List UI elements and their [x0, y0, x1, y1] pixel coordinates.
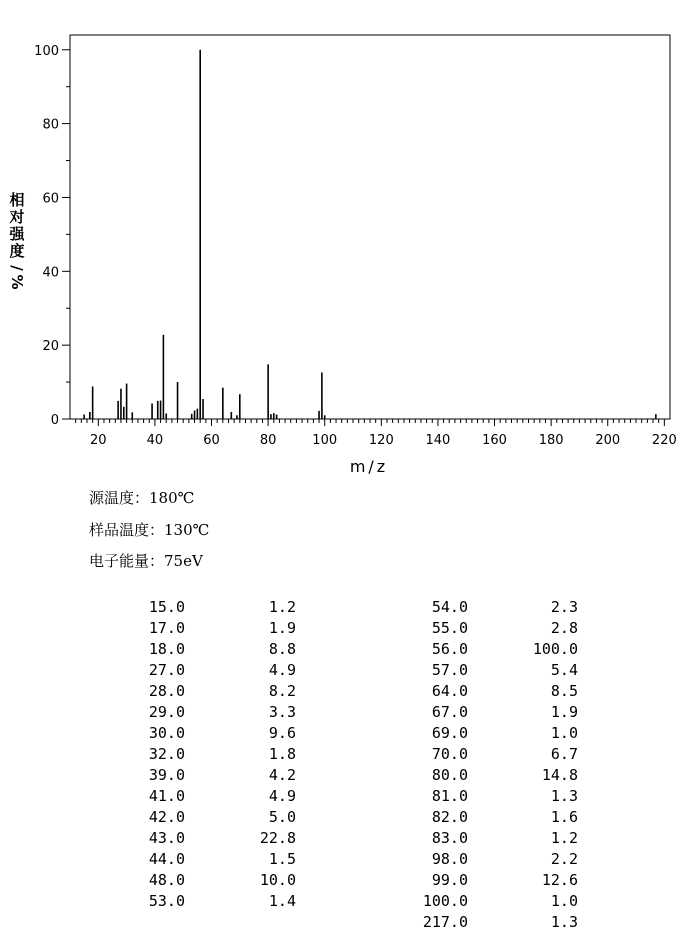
peak-intensity: 1.4 — [268, 892, 296, 910]
peak-row — [0, 870, 696, 891]
peak-intensity: 1.2 — [268, 598, 296, 616]
peak-intensity: 1.3 — [550, 787, 578, 805]
peak-mz: 27.0 — [148, 661, 185, 679]
y-axis-label-char: 相 — [9, 191, 25, 209]
peak-intensity: 1.3 — [550, 913, 578, 931]
peak-row — [0, 597, 696, 618]
peak-mz: 32.0 — [148, 745, 185, 763]
peak-intensity: 9.6 — [268, 724, 296, 742]
peak-mz: 17.0 — [148, 619, 185, 637]
peak-intensity: 2.3 — [550, 598, 578, 616]
peak-mz: 48.0 — [148, 871, 185, 889]
y-axis-label-char: 度 — [9, 242, 25, 260]
peak-mz: 69.0 — [431, 724, 468, 742]
peak-intensity: 1.6 — [550, 808, 578, 826]
y-axis-label-char: % — [8, 274, 26, 290]
peak-row — [0, 912, 696, 933]
y-tick-label: 80 — [42, 117, 59, 133]
peak-mz: 39.0 — [148, 766, 185, 784]
peak-intensity: 1.2 — [550, 829, 578, 847]
peak-mz: 83.0 — [431, 829, 468, 847]
peak-mz: 18.0 — [148, 640, 185, 658]
x-tick-label: 140 — [425, 433, 451, 448]
peak-mz: 30.0 — [148, 724, 185, 742]
x-tick-label: 200 — [595, 433, 621, 448]
y-axis-label-char: 对 — [9, 208, 25, 226]
y-tick-label: 60 — [42, 191, 59, 207]
peak-intensity: 8.5 — [550, 682, 578, 700]
peak-row — [0, 702, 696, 723]
y-tick-label: 20 — [42, 339, 59, 355]
x-tick-label: 80 — [259, 433, 277, 448]
source-temperature: 源温度：180℃ — [89, 489, 195, 507]
peak-mz: 53.0 — [148, 892, 185, 910]
peak-row — [0, 618, 696, 639]
sample-temperature: 样品温度：130℃ — [89, 521, 210, 539]
peak-row — [0, 660, 696, 681]
x-tick-label: 120 — [368, 433, 394, 448]
peak-row — [0, 828, 696, 849]
peak-mz: 42.0 — [148, 808, 185, 826]
peak-intensity: 8.2 — [268, 682, 296, 700]
peak-intensity: 1.9 — [268, 619, 296, 637]
peak-intensity: 8.8 — [268, 640, 296, 658]
peak-intensity: 1.0 — [550, 724, 578, 742]
peak-mz: 54.0 — [431, 598, 468, 616]
plot-frame — [70, 35, 670, 419]
peak-intensity: 5.0 — [268, 808, 296, 826]
x-tick-label: 20 — [90, 433, 107, 448]
peak-intensity: 100.0 — [532, 640, 578, 658]
peak-intensity: 1.9 — [550, 703, 578, 721]
peak-intensity: 6.7 — [550, 745, 578, 763]
y-axis-label-char: 强 — [9, 225, 25, 243]
y-axis-label-char: / — [8, 265, 26, 271]
peak-mz: 99.0 — [431, 871, 468, 889]
y-tick-label: 40 — [42, 265, 59, 281]
peak-intensity: 1.0 — [550, 892, 578, 910]
x-tick-label: 40 — [146, 433, 164, 448]
peak-mz: 81.0 — [431, 787, 468, 805]
x-tick-label: 60 — [203, 433, 220, 448]
peak-intensity: 12.6 — [541, 871, 578, 889]
peak-intensity: 4.2 — [268, 766, 296, 784]
peak-intensity: 1.5 — [268, 850, 296, 868]
peak-mz: 55.0 — [431, 619, 468, 637]
electron-energy: 电子能量：75eV — [89, 552, 203, 570]
peak-row — [0, 744, 696, 765]
peak-mz: 28.0 — [148, 682, 185, 700]
x-tick-label: 220 — [651, 433, 677, 448]
peak-mz: 98.0 — [431, 850, 468, 868]
peak-mz: 80.0 — [431, 766, 468, 784]
peak-mz: 41.0 — [148, 787, 185, 805]
x-tick-label: 100 — [312, 433, 338, 448]
peak-row — [0, 807, 696, 828]
peak-intensity: 22.8 — [259, 829, 296, 847]
x-tick-label: 160 — [482, 433, 507, 448]
peak-intensity: 2.8 — [550, 619, 578, 637]
peak-mz: 44.0 — [148, 850, 185, 868]
peak-intensity: 1.8 — [268, 745, 296, 763]
peak-mz: 67.0 — [431, 703, 468, 721]
y-tick-label: 100 — [34, 43, 59, 59]
peak-row — [0, 891, 696, 912]
peak-row — [0, 849, 696, 870]
y-tick-label: 0 — [50, 413, 59, 428]
peak-mz: 57.0 — [431, 661, 468, 679]
peak-row — [0, 786, 696, 807]
peak-intensity: 10.0 — [259, 871, 296, 889]
peak-intensity: 3.3 — [268, 703, 296, 721]
peak-mz: 82.0 — [431, 808, 468, 826]
peak-mz: 56.0 — [431, 640, 468, 658]
peak-mz: 100.0 — [422, 892, 468, 910]
peak-mz: 64.0 — [431, 682, 468, 700]
peak-row — [0, 639, 696, 660]
x-axis-label: m/z — [349, 457, 389, 476]
peak-intensity: 2.2 — [550, 850, 578, 868]
peak-mz: 217.0 — [422, 913, 468, 931]
peak-intensity: 5.4 — [550, 661, 578, 679]
peak-mz: 15.0 — [148, 598, 185, 616]
peak-intensity: 14.8 — [541, 766, 578, 784]
x-tick-label: 180 — [538, 433, 564, 448]
peak-row — [0, 681, 696, 702]
peak-row — [0, 723, 696, 744]
peak-row — [0, 765, 696, 786]
peak-mz: 29.0 — [148, 703, 185, 721]
peak-intensity: 4.9 — [268, 787, 296, 805]
peak-mz: 43.0 — [148, 829, 185, 847]
peak-mz: 70.0 — [431, 745, 468, 763]
peak-intensity: 4.9 — [268, 661, 296, 679]
